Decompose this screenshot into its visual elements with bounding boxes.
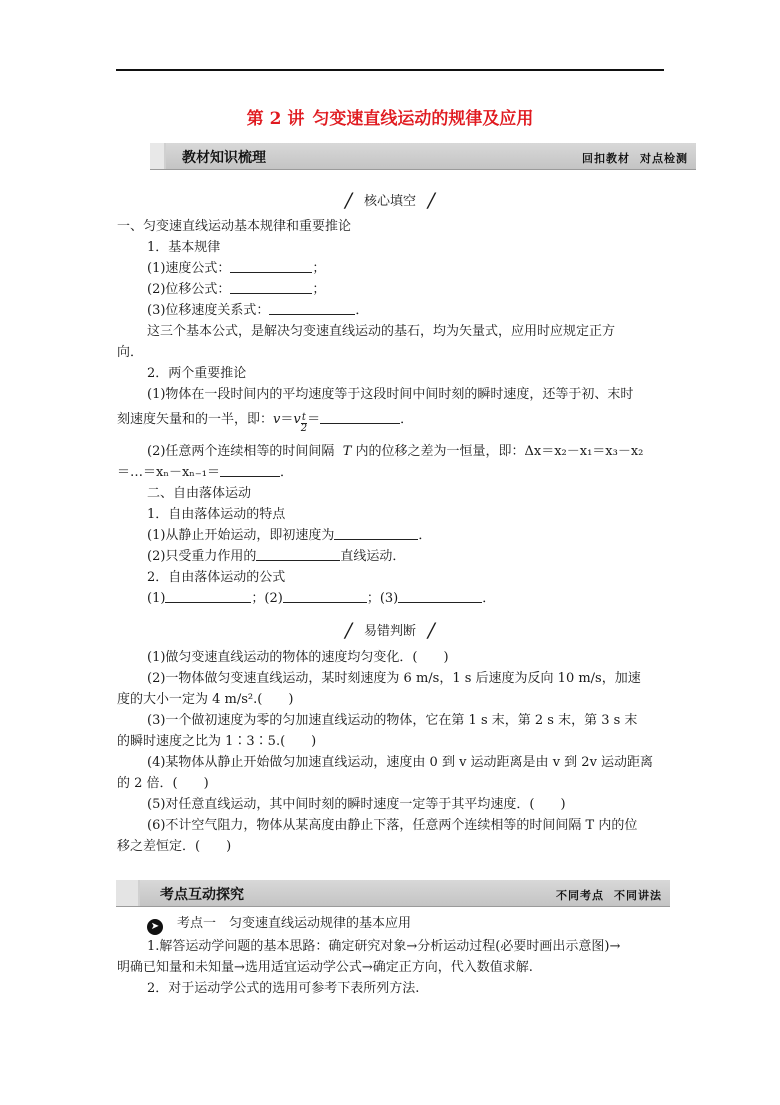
section-title: 教材知识梳理 (182, 150, 266, 166)
banner-decoration (150, 143, 166, 169)
chevron-right-icon: ➤ (147, 919, 163, 935)
text-line: 2．对于运动学公式的选用可参考下表所列方法. (147, 981, 420, 996)
fill-blank (320, 411, 400, 424)
fill-blank (334, 527, 418, 540)
text-line: (2)只受重力作用的 直线运动． (147, 549, 406, 564)
formula-line: ＝…＝xₙ－xₙ₋₁＝ ． (117, 465, 294, 480)
fill-blank (398, 590, 482, 603)
section-subtitle: 回扣教材 对点检测 (582, 152, 688, 165)
text-line: 这三个基本公式，是解决匀变速直线运动的基石，均为矢量式，应用时应规定正方 (147, 324, 616, 339)
judgement-item: (2)一物体做匀变速直线运动，某时刻速度为 6 m/s，1 s 后速度为反向 10 m/s，加速 (147, 671, 641, 686)
fill-blank (230, 281, 312, 294)
fill-blank (269, 302, 355, 315)
text-line: (1)速度公式： ； (147, 261, 326, 276)
text-line: 二、自由落体运动 (147, 486, 252, 501)
section-subtitle: 不同考点 不同讲法 (556, 889, 662, 902)
judgement-item: (5)对任意直线运动，其中间时刻的瞬时速度一定等于其平均速度．( ) (147, 797, 566, 812)
judgement-item: (4)某物体从静止开始做匀加速直线运动，速度由 0 到 v 运动距离是由 v 到 2v 运动距离 (147, 755, 654, 770)
judgement-item: (1)做匀变速直线运动的物体的速度均匀变化．( ) (147, 650, 449, 665)
text-line: 1.解答运动学问题的基本思路：确定研究对象→分析运动过程(必要时画出示意图)→ (147, 939, 621, 954)
text-line: 1．自由落体运动的特点 (147, 507, 286, 522)
page-title: 第 2 讲 匀变速直线运动的规律及应用 (246, 109, 534, 129)
text-line: (1)从静止开始运动，即初速度为 ． (147, 528, 432, 543)
judgement-item: 的 2 倍．( ) (117, 776, 209, 791)
judgement-item: (6)不计空气阻力，物体从某高度由静止下落，任意两个连续相等的时间间隔 T 内的位 (147, 818, 638, 833)
text-line: 明确已知量和未知量→选用适宜运动学公式→确定正方向，代入数值求解. (117, 960, 533, 975)
judgement-item: 移之差恒定．( ) (117, 839, 232, 854)
text-line: (1) ；(2) ；(3) ． (147, 591, 496, 606)
text-line: 一、匀变速直线运动基本规律和重要推论 (117, 219, 352, 234)
section-title: 考点互动探究 (160, 887, 244, 903)
judgement-item: (3)一个做初速度为零的匀加速直线运动的物体，它在第 1 s 末，第 2 s 末，第 3 s 末 (147, 713, 638, 728)
fill-blank (230, 260, 312, 273)
section-banner-exam-points (116, 880, 670, 907)
text-line: 2．自由落体运动的公式 (147, 570, 286, 585)
subheading-error-judgement: / 易错判断 / (345, 618, 435, 642)
text-line: 2．两个重要推论 (147, 366, 247, 381)
judgement-item: 的瞬时速度之比为 1∶3∶5.( ) (117, 734, 317, 749)
section-banner-textbook (150, 143, 696, 170)
subheading-core-fill: / 核心填空 / (345, 188, 435, 212)
judgement-item: 度的大小一定为 4 m/s².( ) (117, 692, 294, 707)
text-line: (2)位移公式： ； (147, 282, 326, 297)
text-line: (3)位移速度关系式： ． (147, 303, 369, 318)
topic-heading: ➤ 考点一 匀变速直线运动规律的基本应用 (117, 914, 695, 935)
formula-line: 刻速度矢量和的一半，即：v＝v $\frac{t}{2}$ ＝ ． (117, 412, 414, 434)
fraction: $\frac{t}{2}$ (300, 412, 308, 434)
header-rule (116, 69, 664, 71)
banner-decoration (116, 880, 140, 906)
text-line: (1)物体在一段时间内的平均速度等于这段时间中间时刻的瞬时速度，还等于初、末时 (147, 387, 634, 402)
fill-blank (256, 548, 340, 561)
text-line: 1．基本规律 (147, 240, 221, 255)
text-line: (2)任意两个连续相等的时间间隔 T 内的位移之差为一恒量，即：Δx＝x₂－x₁＝x₃－x₂ (147, 444, 644, 459)
fill-blank (165, 590, 251, 603)
text-line: 向． (117, 345, 144, 360)
fill-blank (283, 590, 367, 603)
fill-blank (220, 464, 280, 477)
